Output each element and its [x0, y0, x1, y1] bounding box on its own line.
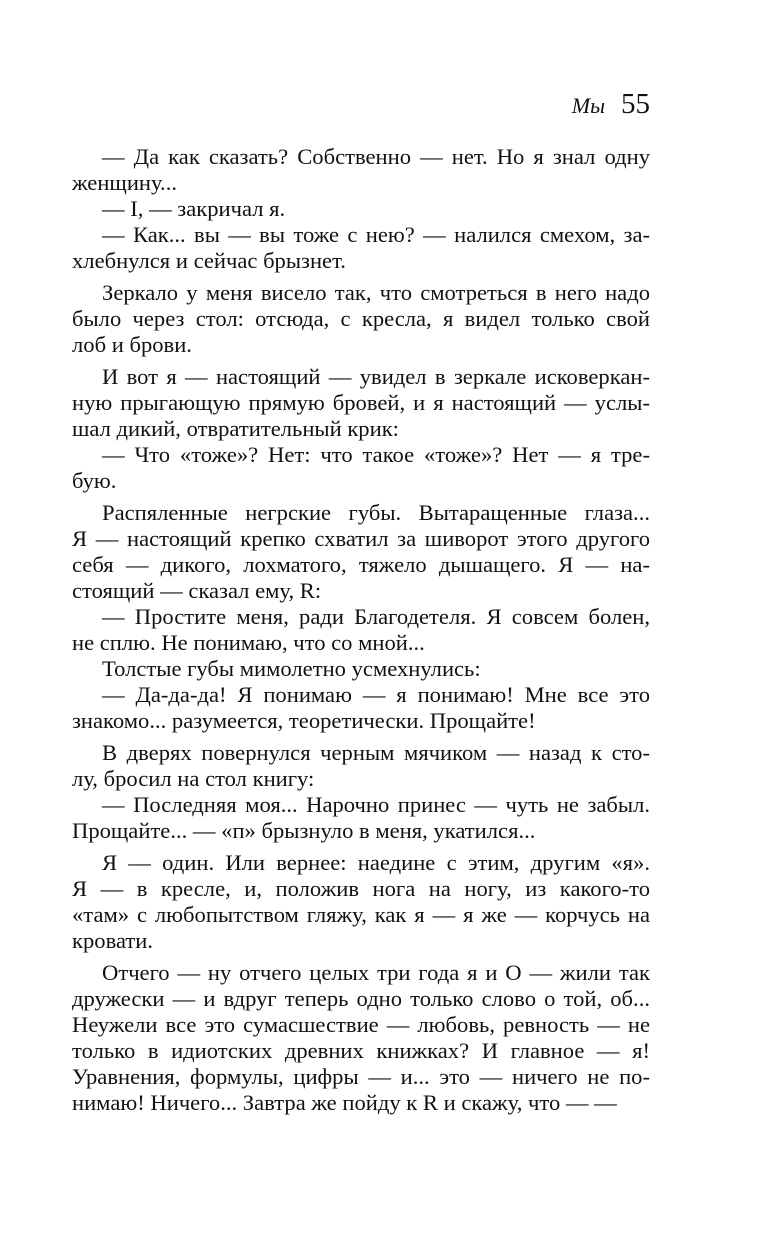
- text-line: не сплю. Не понимаю, что со мной...: [72, 630, 425, 655]
- text-line: Я — в кресле, и, положив нога на ногу, из какого-то: [72, 876, 650, 901]
- text-line: «там» с любопытством гляжу, как я — я же — корчусь на: [72, 902, 650, 927]
- text-line: — Да-да-да! Я понимаю — я понимаю! Мне все это: [102, 682, 650, 707]
- text-line: В дверях повернулся черным мячиком — назад к сто-: [102, 740, 650, 765]
- running-title: Мы: [571, 93, 605, 118]
- text-line: только в идиотских древних книжках? И главное — я!: [72, 1038, 650, 1063]
- text-line: Распяленные негрские губы. Вытаращенные глаза...: [102, 500, 650, 525]
- text-line: Уравнения, формулы, цифры — и... это — ничего не по-: [72, 1064, 650, 1089]
- text-line: женщину...: [72, 170, 177, 195]
- text-line: Зеркало у меня висело так, что смотреться в него надо: [102, 280, 650, 305]
- text-line: дружески — и вдруг теперь одно только слово о той, об...: [72, 986, 650, 1011]
- text-line: хлебнулся и сейчас брызнет.: [72, 248, 346, 273]
- text-line: — Да как сказать? Собственно — нет. Но я знал одну: [102, 144, 650, 169]
- text-line: нимаю! Ничего... Завтра же пойду к R и скажу, что — —: [72, 1090, 617, 1115]
- text-line: кровати.: [72, 928, 153, 953]
- text-line: стоящий — сказал ему, R:: [72, 578, 322, 603]
- text-line: И вот я — настоящий — увидел в зеркале исковеркан-: [102, 364, 650, 389]
- text-line: — Что «тоже»? Нет: что такое «тоже»? Нет — я тре-: [102, 442, 650, 467]
- text-line: бую.: [72, 468, 117, 493]
- page-number: 55: [621, 88, 650, 120]
- text-line: было через стол: отсюда, с кресла, я видел только свой: [72, 306, 650, 331]
- text-line: Толстые губы мимолетно усмехнулись:: [102, 656, 481, 681]
- text-line: — Последняя моя... Нарочно принес — чуть не забыл.: [102, 792, 650, 817]
- text-line: лу, бросил на стол книгу:: [72, 766, 315, 791]
- text-line: лоб и брови.: [72, 332, 192, 357]
- text-line: Я — один. Или вернее: наедине с этим, другим «я».: [102, 850, 650, 875]
- text-line: — Как... вы — вы тоже с нею? — налился смехом, за-: [102, 222, 650, 247]
- text-line: Неужели все это сумасшествие — любовь, ревность — не: [72, 1012, 650, 1037]
- text-line: Я — настоящий крепко схватил за шиворот этого другого: [72, 526, 650, 551]
- text-line: ную прыгающую прямую бровей, и я настоящий — услы-: [72, 390, 650, 415]
- text-line: шал дикий, отвратительный крик:: [72, 416, 399, 441]
- text-line: — I, — закричал я.: [102, 196, 286, 221]
- text-line: Отчего — ну отчего целых три года я и О — жили так: [102, 960, 650, 985]
- text-line: себя — дикого, лохматого, тяжело дышащего. Я — на-: [72, 552, 650, 577]
- body-text: [72, 144, 650, 1116]
- running-head: [572, 88, 650, 121]
- text-line: знакомо... разумеется, теоретически. Прощайте!: [72, 708, 536, 733]
- text-line: — Простите меня, ради Благодетеля. Я совсем болен,: [102, 604, 650, 629]
- text-line: Прощайте... — «п» брызнуло в меня, укатился...: [72, 818, 536, 843]
